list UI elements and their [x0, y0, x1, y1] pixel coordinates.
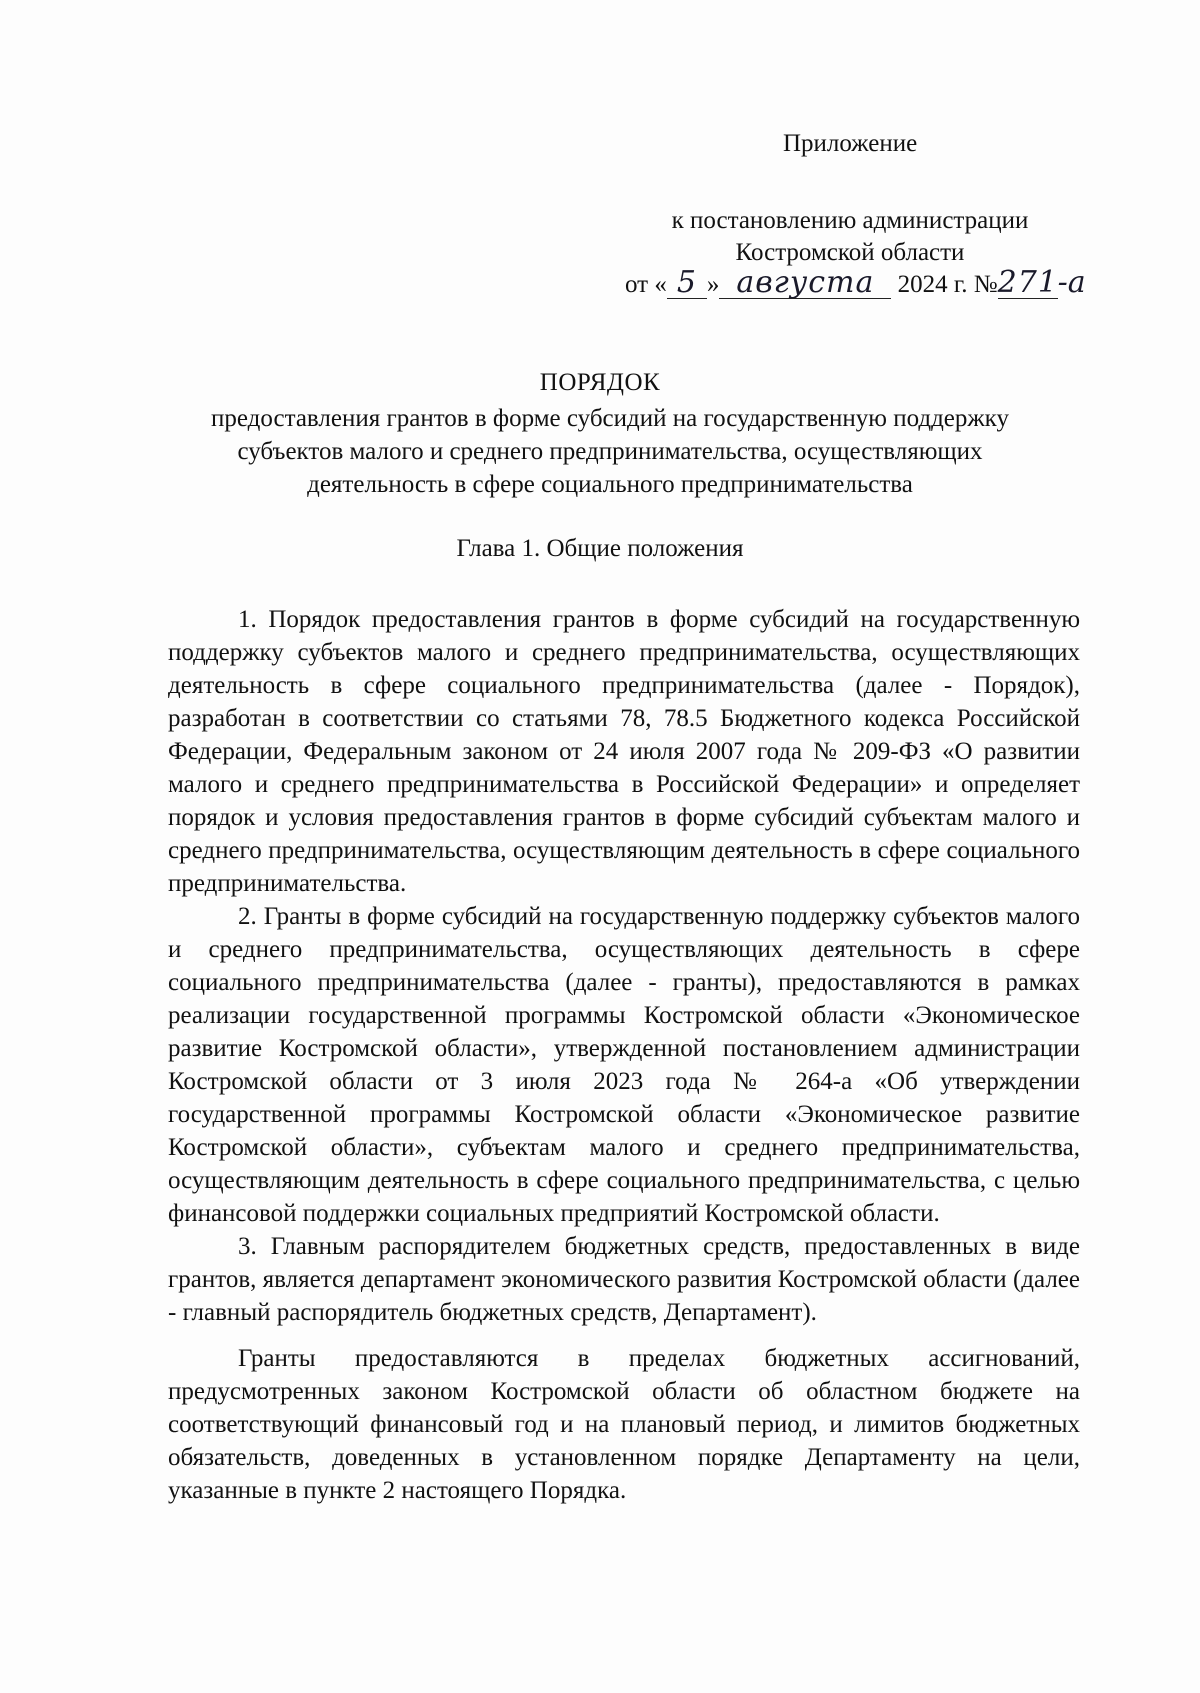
date-mid: »: [706, 271, 720, 298]
document-subtitle: [150, 402, 1070, 501]
paragraph-2: 2. Гранты в форме субсидий на государственную поддержку субъектов малого и среднего предпринимательства, осуществляющих деятельность в сфере социального предпринимательства (далее - гранты), предоставляются в рамках реализации государственной программы Костромской области «Экономическое развитие Костромской области», утвержденной постановлением администрации Костромской области от 3 июля 2023 года № 264-а «Об утверждении государственной программы Костромской области «Экономическое развитие Костромской области», субъектам малого и среднего предпринимательства, осуществляющим деятельность в сфере социального предпринимательства, с целью финансовой поддержки социальных предприятий Костромской области.: [168, 903, 1080, 1227]
document-title: ПОРЯДОК: [539, 369, 661, 396]
subtitle-line: субъектов малого и среднего предпринимательства, осуществляющих: [237, 438, 983, 465]
resolution-date-line: [625, 266, 1086, 302]
chapter-heading: Глава 1. Общие положения: [456, 535, 744, 562]
appendix-title: Приложение: [783, 130, 918, 157]
handwritten-suffix: -а: [1057, 265, 1086, 300]
appendix-ref-line: Костромской области: [735, 239, 965, 266]
subtitle-line: деятельность в сфере социального предпринимательства: [307, 471, 913, 498]
date-year: 2024 г. №: [897, 271, 998, 298]
handwritten-number: 271: [997, 265, 1058, 300]
appendix-ref-line: к постановлению администрации: [671, 207, 1029, 234]
document-body: [168, 603, 1080, 1507]
paragraph-1: 1. Порядок предоставления грантов в форме субсидий на государственную поддержку субъектов малого и среднего предпринимательства, осуществляющих деятельность в сфере социального предпринимательства (далее - Порядок), разработан в соответствии со статьями 78, 78.5 Бюджетного кодекса Российской Федерации, Федеральным законом от 24 июля 2007 года № 209-ФЗ «О развитии малого и среднего предпринимательства в Российской Федерации» и определяет порядок и условия предоставления грантов в форме субсидий субъектам малого и среднего предпринимательства, осуществляющим деятельность в сфере социального предпринимательства.: [168, 606, 1080, 897]
appendix-reference: [620, 205, 1080, 269]
handwritten-month: августа: [719, 268, 891, 299]
paragraph-3: 3. Главным распорядителем бюджетных средств, предоставленных в виде грантов, является департамент экономического развития Костромской области (далее - главный распорядитель бюджетных средств, Департамент).: [168, 1233, 1080, 1326]
subtitle-line: предоставления грантов в форме субсидий на государственную поддержку: [211, 405, 1009, 432]
handwritten-day: 5: [667, 268, 707, 299]
date-prefix: от «: [625, 271, 667, 298]
paragraph-4: Гранты предоставляются в пределах бюджетных ассигнований, предусмотренных законом Костромской области об областном бюджете на соответствующий финансовый год и на плановый период, и лимитов бюджетных обязательств, доведенных в установленном порядке Департаменту на цели, указанные в пункте 2 настоящего Порядка.: [168, 1345, 1080, 1504]
